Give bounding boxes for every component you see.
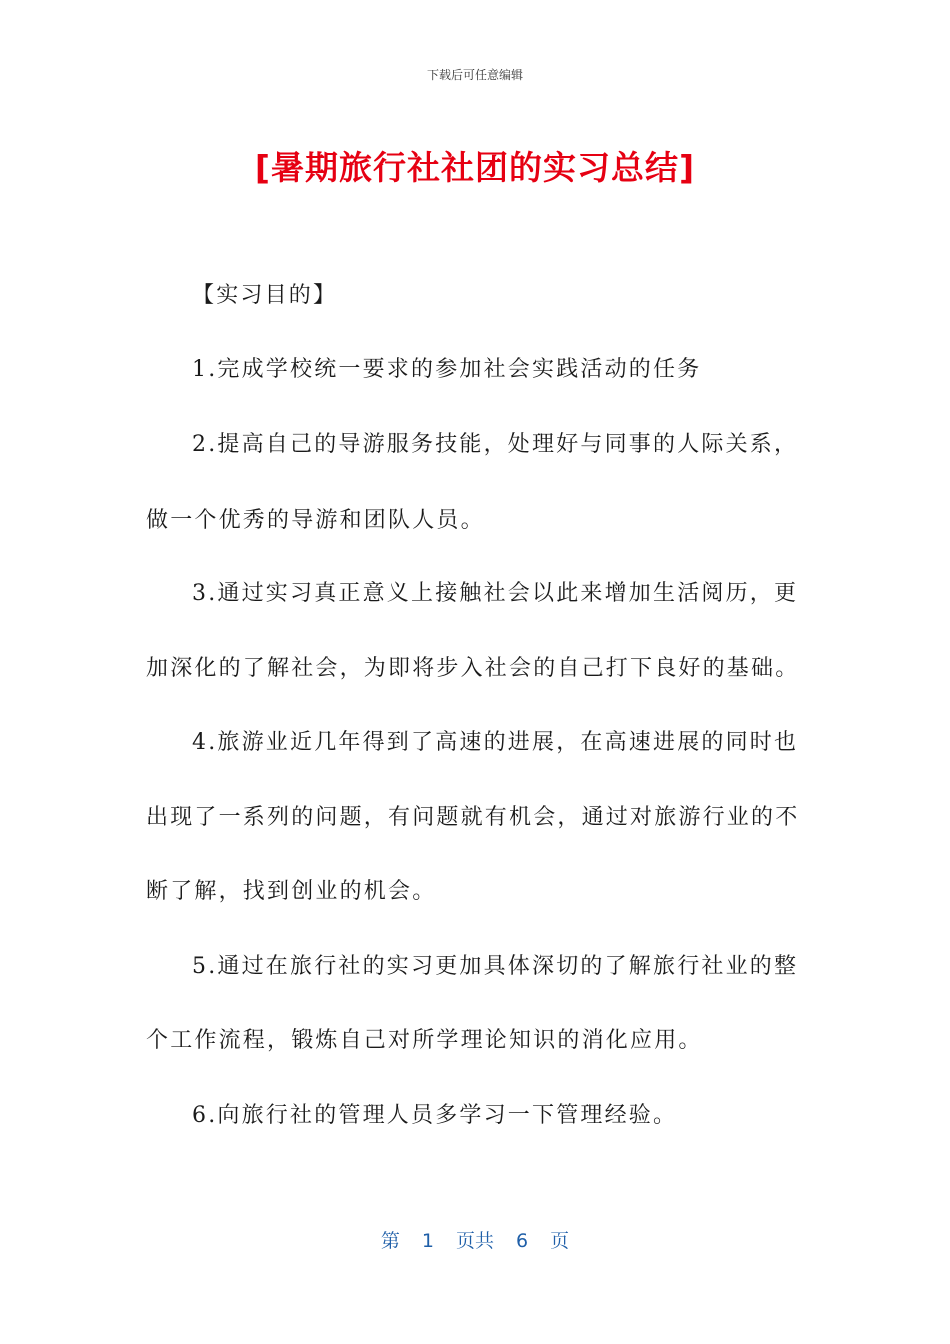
paragraph-line: 加深化的了解社会，为即将步入社会的自己打下良好的基础。 <box>146 656 800 681</box>
paragraph-line: 3.通过实习真正意义上接触社会以此来增加生活阅历，更 <box>192 581 799 606</box>
paragraph-line: 5.通过在旅行社的实习更加具体深切的了解旅行社业的整 <box>192 954 799 979</box>
header-note: 下载后可任意编辑 <box>426 68 523 82</box>
footer-middle: 页共 <box>455 1230 494 1252</box>
section-heading: 【实习目的】 <box>192 283 338 308</box>
document-title: [暑期旅行社社团的实习总结] <box>254 148 696 187</box>
paragraph-line: 2.提高自己的导游服务技能，处理好与同事的人际关系， <box>192 432 799 457</box>
paragraph-line: 4.旅游业近几年得到了高速的进展，在高速进展的同时也 <box>192 730 799 755</box>
paragraph-line: 出现了一系列的问题，有问题就有机会，通过对旅游行业的不 <box>146 805 800 830</box>
page-footer <box>0 1226 950 1253</box>
footer-prefix: 第 <box>380 1230 400 1252</box>
paragraph-line: 个工作流程，锻炼自己对所学理论知识的消化应用。 <box>146 1028 703 1053</box>
footer-current-page: 1 <box>421 1230 434 1252</box>
paragraph-line: 1.完成学校统一要求的参加社会实践活动的任务 <box>192 357 702 382</box>
paragraph-line: 6.向旅行社的管理人员多学习一下管理经验。 <box>192 1103 678 1128</box>
paragraph-line: 做一个优秀的导游和团队人员。 <box>146 508 485 533</box>
footer-suffix: 页 <box>550 1230 570 1252</box>
footer-total-pages: 6 <box>516 1230 529 1252</box>
paragraph-line: 断了解，找到创业的机会。 <box>146 879 437 904</box>
